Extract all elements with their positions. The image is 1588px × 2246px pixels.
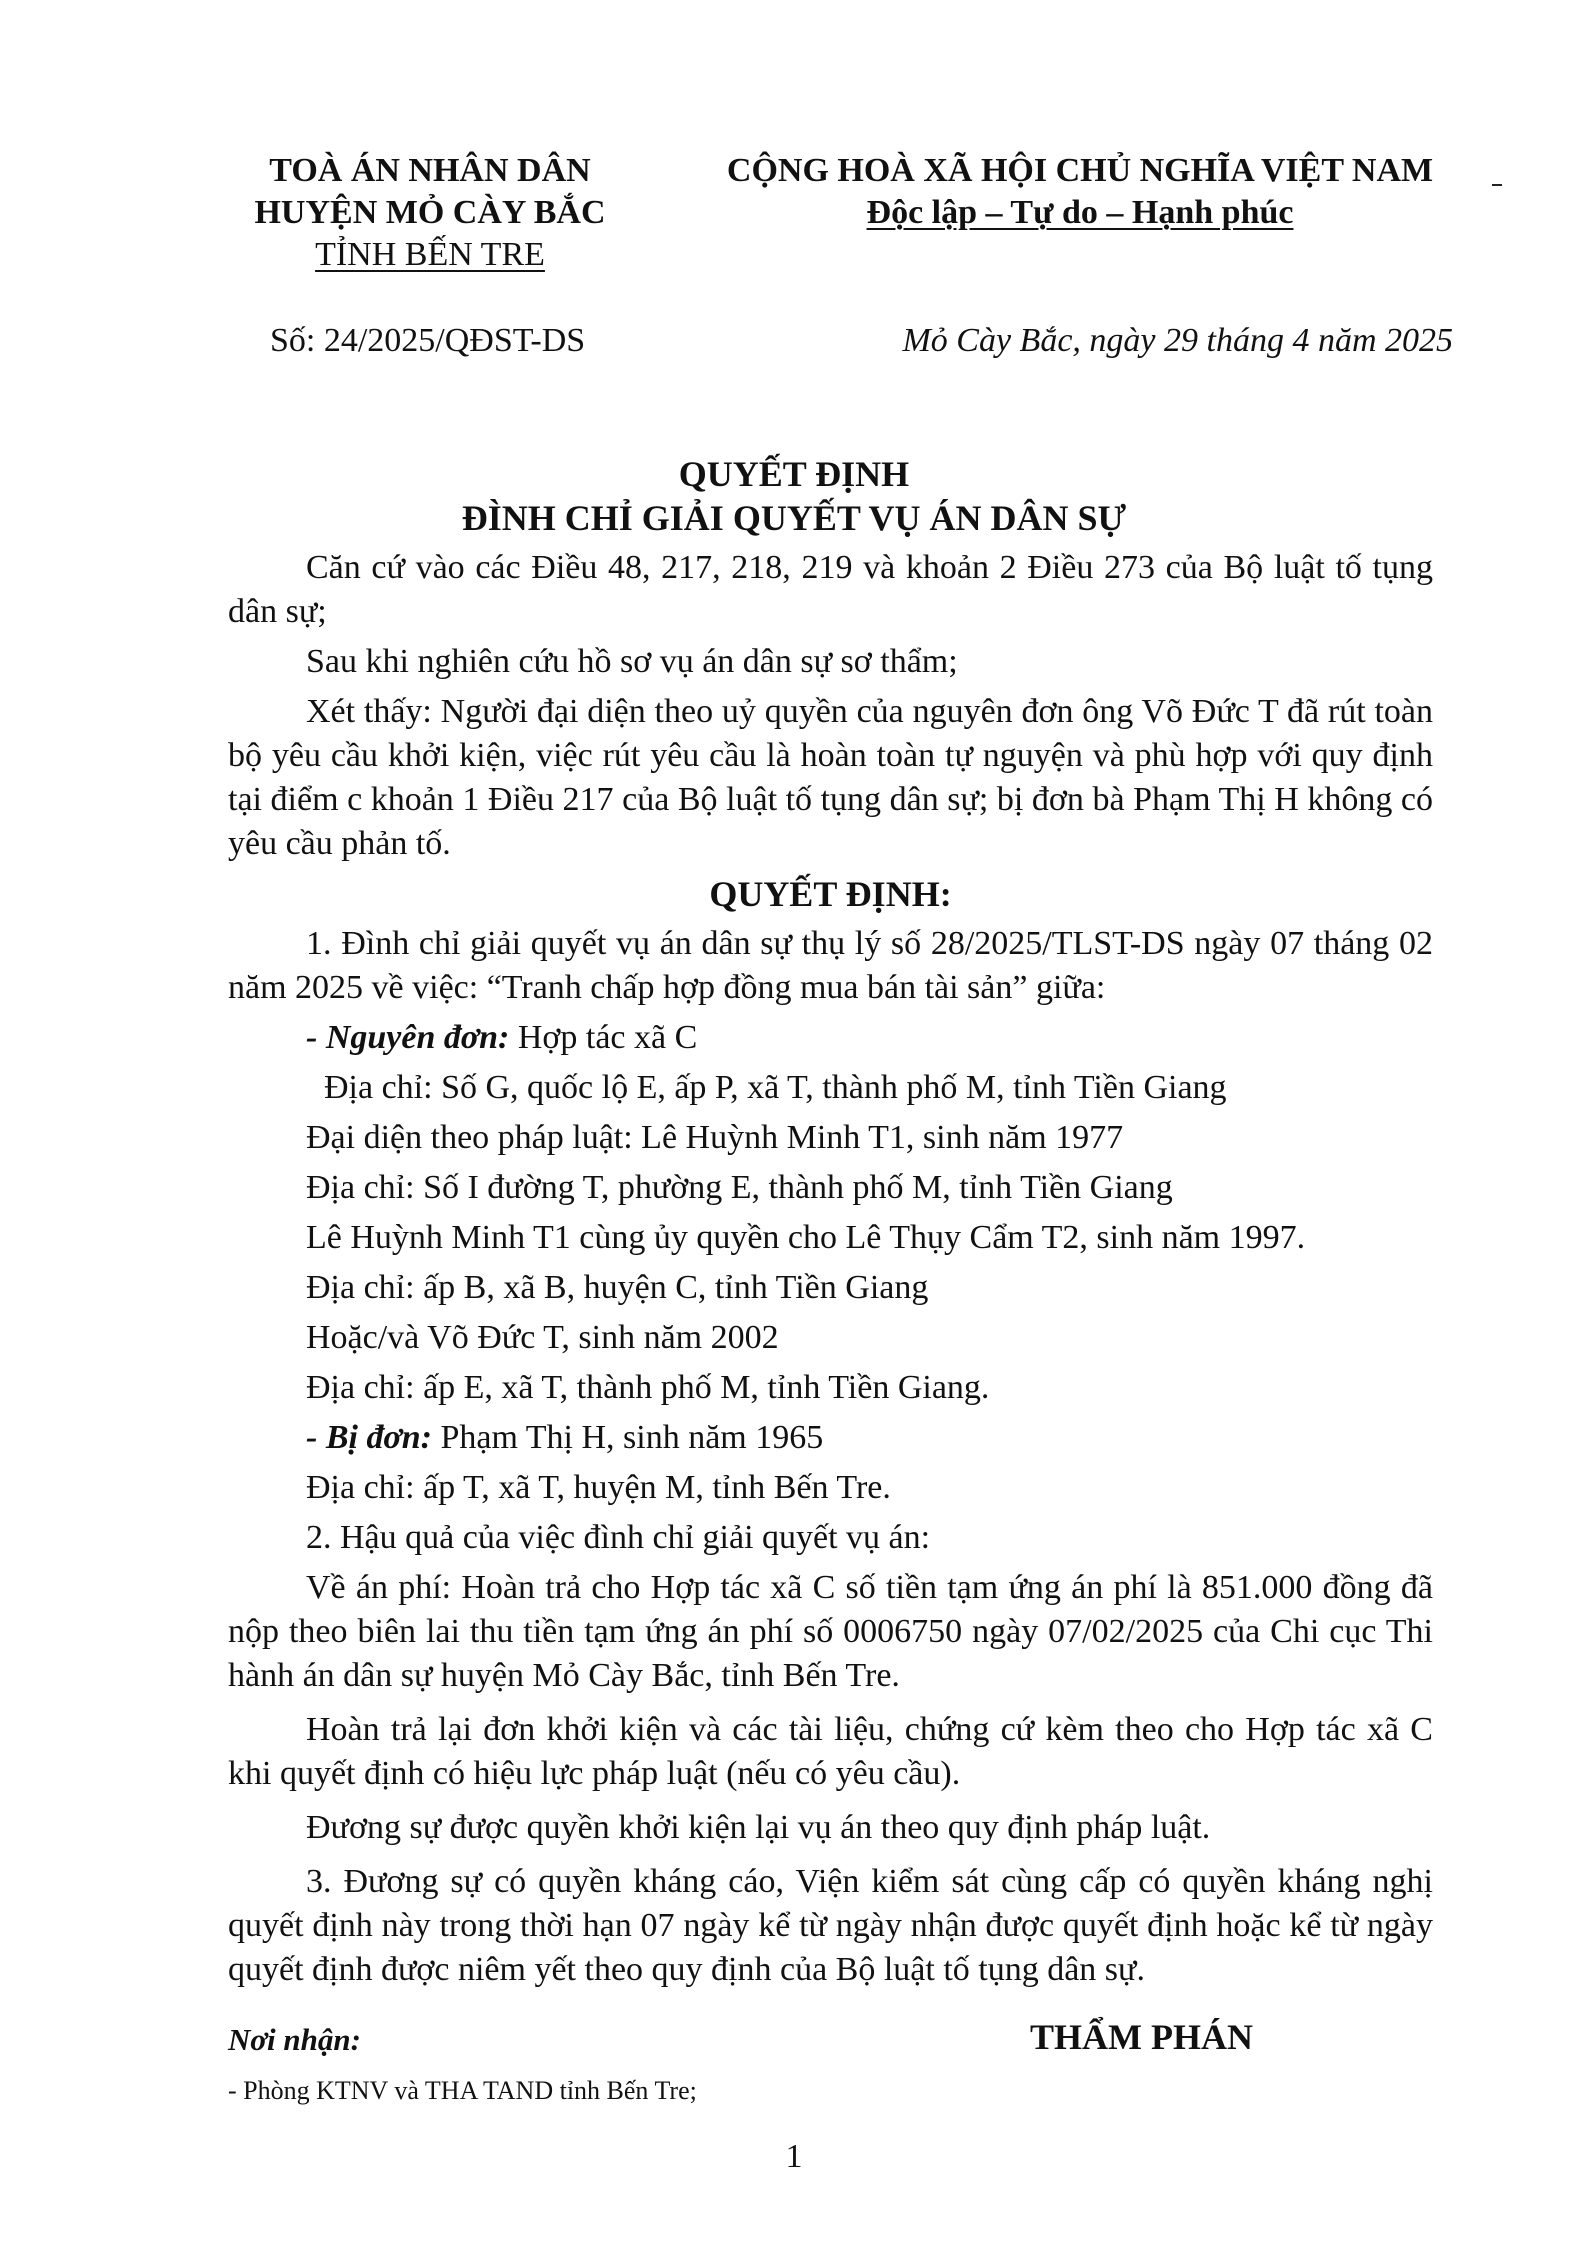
defendant-line	[228, 1416, 1433, 1460]
national-motto: Độc lập – Tự do – Hạnh phúc	[866, 194, 1294, 231]
plaintiff-label: - Nguyên đơn:	[306, 1019, 510, 1056]
decision-item-1: 1. Đình chỉ giải quyết vụ án dân sự thụ lý số 28/2025/TLST-DS ngày 07 tháng 02 năm 2025 về việc: “Tranh chấp hợp đồng mua bán tài sản” giữa:	[228, 925, 1433, 1006]
document-date: Mỏ Cày Bắc, ngày 29 tháng 4 năm 2025	[902, 322, 1453, 359]
court-name-line2: HUYỆN MỎ CÀY BẮC	[254, 194, 606, 231]
plaintiff-name: Hợp tác xã C	[509, 1019, 698, 1056]
recipient-item: - Phòng KTNV và THA TAND tỉnh Bến Tre;	[228, 2076, 697, 2105]
authorized-address: Địa chỉ: ấp B, xã B, huyện C, tỉnh Tiền Giang	[306, 1269, 929, 1306]
document-title	[0, 452, 1588, 540]
document-number: Số: 24/2025/QĐST-DS	[270, 322, 586, 359]
recipients-label: Nơi nhận:	[228, 2022, 361, 2057]
plaintiff-line	[228, 1016, 1433, 1060]
document-body	[228, 546, 1433, 1998]
alternate-representative: Hoặc/và Võ Đức T, sinh năm 2002	[306, 1319, 779, 1356]
court-province: TỈNH BẾN TRE	[315, 236, 545, 273]
court-fee: Về án phí: Hoàn trả cho Hợp tác xã C số tiền tạm ứng án phí là 851.000 đồng đã nộp theo biên lai thu tiền tạm ứng án phí số 0006750 ngày 07/02/2025 của Chi cục Thi hành án dân sự huyện Mỏ Cày Bắc, tỉnh Bến Tre.	[228, 1569, 1433, 1694]
decision-heading: QUYẾT ĐỊNH:	[709, 874, 952, 914]
title-line2: ĐÌNH CHỈ GIẢI QUYẾT VỤ ÁN DÂN SỰ	[461, 498, 1127, 538]
legal-basis: Căn cứ vào các Điều 48, 217, 218, 219 và khoản 2 Điều 273 của Bộ luật tố tụng dân sự;	[228, 549, 1433, 630]
defendant-address: Địa chỉ: ấp T, xã T, huyện M, tỉnh Bến Tre.	[306, 1469, 891, 1506]
judge-title: THẨM PHÁN	[1030, 2017, 1253, 2057]
consideration: Xét thấy: Người đại diện theo uỷ quyền của nguyên đơn ông Võ Đức T đã rút toàn bộ yêu cầu khởi kiện, việc rút yêu cầu là hoàn toàn tự nguyện và phù hợp với quy định tại điểm c khoản 1 Điều 217 của Bộ luật tố tụng dân sự; bị đơn bà Phạm Thị H không có yêu cầu phản tố.	[228, 693, 1433, 862]
return-documents: Hoàn trả lại đơn khởi kiện và các tài liệu, chứng cứ kèm theo cho Hợp tác xã C khi quyết định có hiệu lực pháp luật (nếu có yêu cầu).	[228, 1711, 1433, 1792]
authorization: Lê Huỳnh Minh T1 cùng ủy quyền cho Lê Thụy Cẩm T2, sinh năm 1997.	[306, 1219, 1306, 1256]
legal-representative-address: Địa chỉ: Số I đường T, phường E, thành phố M, tỉnh Tiền Giang	[306, 1169, 1173, 1206]
alternate-address: Địa chỉ: ấp E, xã T, thành phố M, tỉnh Tiền Giang.	[306, 1369, 990, 1406]
legal-representative: Đại diện theo pháp luật: Lê Huỳnh Minh T1, sinh năm 1977	[306, 1119, 1124, 1156]
defendant-label: - Bị đơn:	[306, 1419, 432, 1456]
court-header	[220, 150, 640, 276]
decision-item-2: 2. Hậu quả của việc đình chỉ giải quyết vụ án:	[306, 1519, 931, 1556]
decision-item-3: 3. Đương sự có quyền kháng cáo, Viện kiểm sát cùng cấp có quyền kháng nghị quyết định này trong thời hạn 07 ngày kể từ ngày nhận được quyết định hoặc kể từ ngày quyết định được niêm yết theo quy định của Bộ luật tố tụng dân sự.	[228, 1863, 1433, 1988]
refile-right: Đương sự được quyền khởi kiện lại vụ án theo quy định pháp luật.	[306, 1809, 1211, 1846]
court-name-line1: TOÀ ÁN NHÂN DÂN	[269, 152, 591, 189]
title-line1: QUYẾT ĐỊNH	[678, 454, 910, 494]
page-number: 1	[785, 2138, 803, 2175]
plaintiff-address: Địa chỉ: Số G, quốc lộ E, ấp P, xã T, thành phố M, tỉnh Tiền Giang	[324, 1069, 1227, 1106]
margin-mark	[1492, 184, 1502, 186]
national-title: CỘNG HOÀ XÃ HỘI CHỦ NGHĨA VIỆT NAM	[726, 152, 1434, 189]
defendant-name: Phạm Thị H, sinh năm 1965	[431, 1419, 824, 1456]
review-statement: Sau khi nghiên cứu hồ sơ vụ án dân sự sơ thẩm;	[306, 643, 958, 680]
national-header	[690, 150, 1470, 234]
